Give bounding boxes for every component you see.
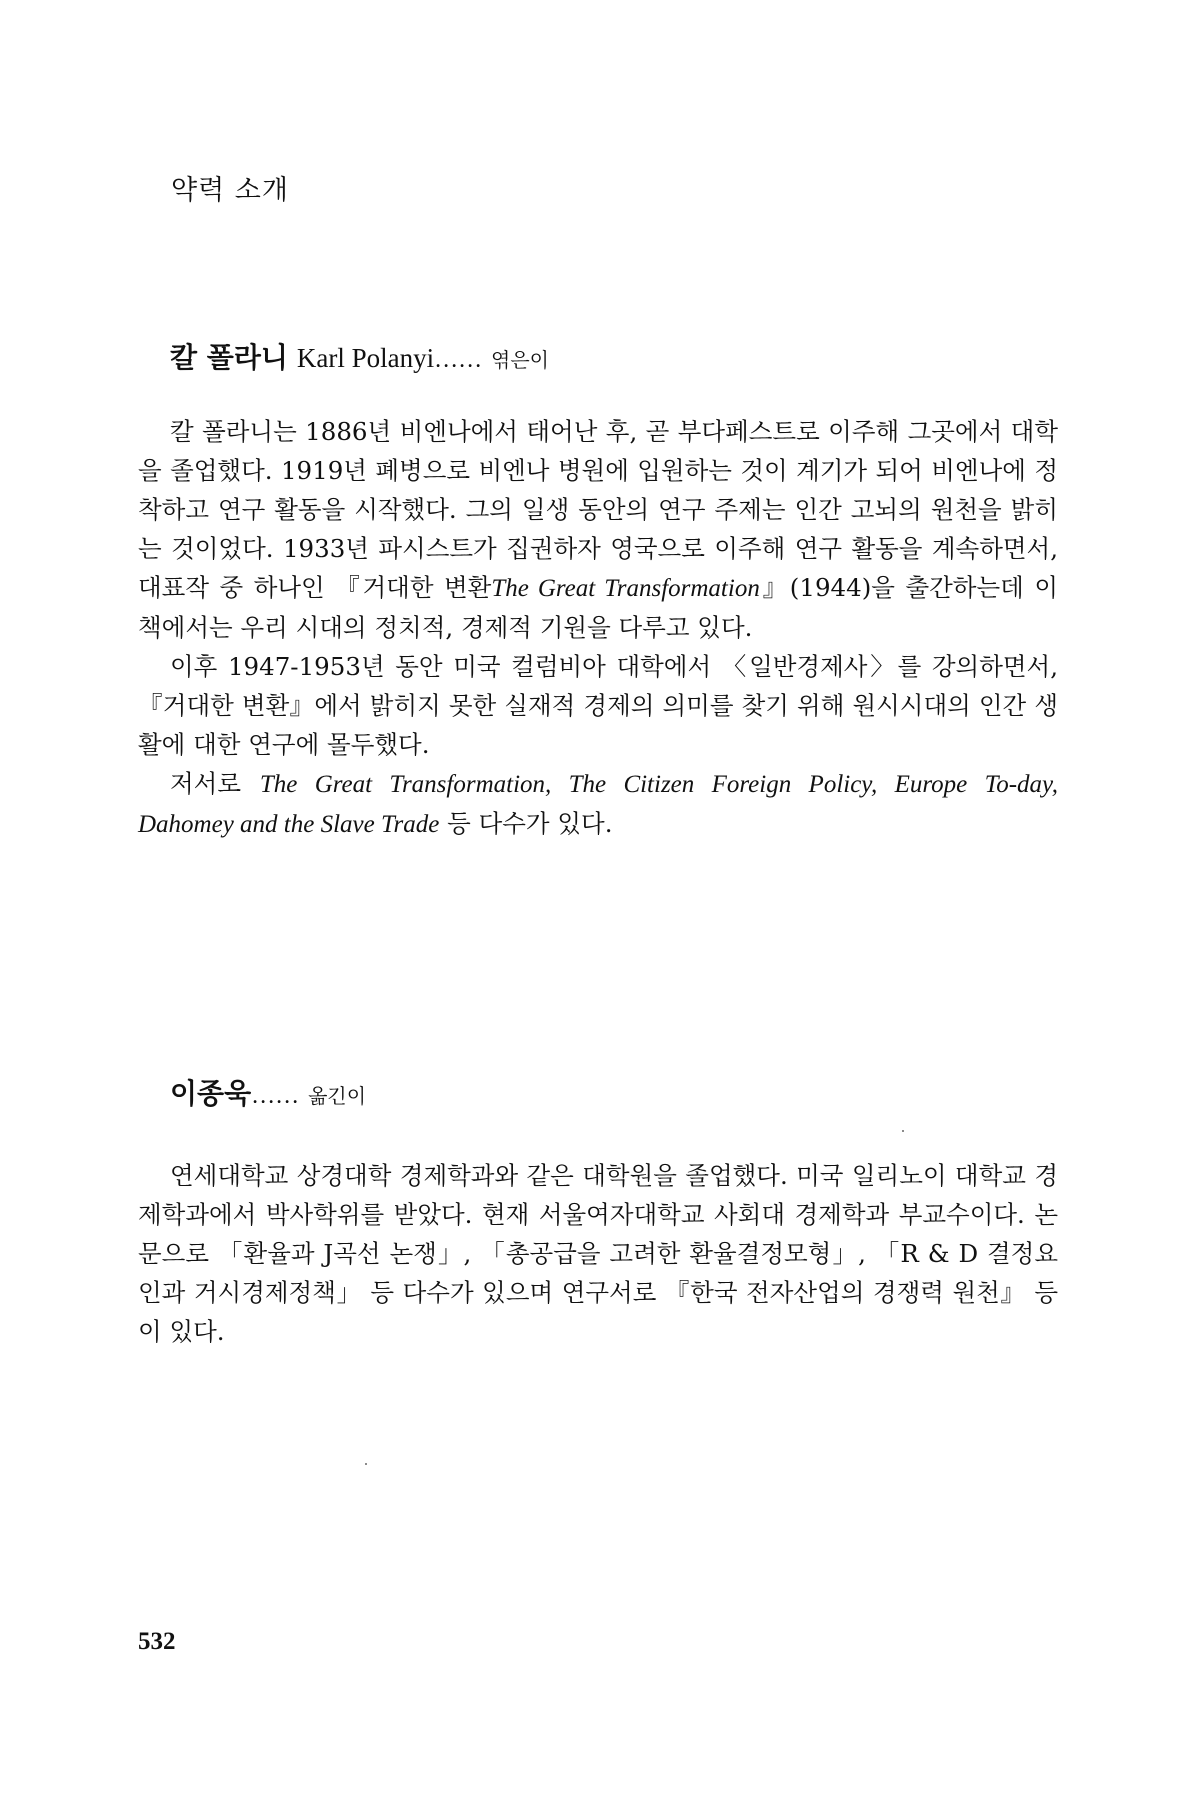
polanyi-role: 엮은이 — [491, 348, 549, 372]
polanyi-body — [138, 412, 1058, 844]
lee-dots: …… — [251, 1083, 300, 1109]
polanyi-p3-text-b: 등 다수가 있다. — [439, 809, 613, 838]
polanyi-dots: …… — [434, 347, 483, 373]
lee-heading — [170, 1074, 1058, 1116]
polanyi-paragraph-3 — [138, 764, 1058, 844]
polanyi-p3-text-a: 저서로 — [170, 769, 260, 798]
polanyi-heading — [170, 338, 1058, 380]
lee-role: 옮긴이 — [308, 1084, 367, 1108]
scan-speck — [365, 1463, 367, 1465]
polanyi-p3-works: The Great Transformation, The Citizen Foreign Policy, Europe To-day, Dahomey and the Slave Trade — [138, 771, 1058, 838]
polanyi-p1-text-b: 』(1944)을 출간하는데 이 책에서는 우리 시대의 정치적, 경제적 기원을 다루고 있다. — [138, 573, 1058, 642]
lee-paragraph-1: 연세대학교 상경대학 경제학과와 같은 대학원을 졸업했다. 미국 일리노이 대학교 경제학과에서 박사학위를 받았다. 현재 서울여자대학교 사회대 경제학과 부교수이다. 논문으로 「환율과 J곡선 논쟁」, 「총공급을 고려한 환율결정모형」, 「R & D 결정요인과 거시경제정책」 등 다수가 있으며 연구서로 『한국 전자산업의 경쟁력 원천』 등이 있다. — [138, 1161, 1058, 1346]
scan-speck — [902, 1130, 904, 1132]
polanyi-name-en: Karl Polanyi — [296, 343, 435, 373]
page-number: 532 — [138, 1628, 176, 1655]
polanyi-name-ko: 칼 폴라니 — [170, 341, 288, 374]
polanyi-p1-book-title: The Great Transformation — [491, 575, 760, 602]
polanyi-paragraph-2: 이후 1947-1953년 동안 미국 컬럼비아 대학에서 〈일반경제사〉를 강의하면서, 『거대한 변환』에서 밝히지 못한 실재적 경제의 의미를 찾기 위해 원시시대의 인간 생활에 대한 연구에 몰두했다. — [138, 652, 1058, 759]
polanyi-paragraph-1 — [138, 412, 1058, 647]
bio-lee — [138, 1074, 1058, 1351]
section-title: 약력 소개 — [171, 175, 289, 206]
bio-polanyi — [138, 338, 1058, 844]
lee-body — [138, 1156, 1058, 1351]
lee-name-ko: 이종욱 — [170, 1077, 252, 1110]
polanyi-p1-text-a: 칼 폴라니는 1886년 비엔나에서 태어난 후, 곧 부다페스트로 이주해 그곳에서 대학을 졸업했다. 1919년 폐병으로 비엔나 병원에 입원하는 것이 계기가 되어 비엔나에 정착하고 연구 활동을 시작했다. 그의 일생 동안의 연구 주제는 인간 고뇌의 원천을 밝히는 것이었다. 1933년 파시스트가 집권하자 영국으로 이주해 연구 활동을 계속하면서, 대표작 중 하나인 『거대한 변환 — [138, 417, 1058, 602]
